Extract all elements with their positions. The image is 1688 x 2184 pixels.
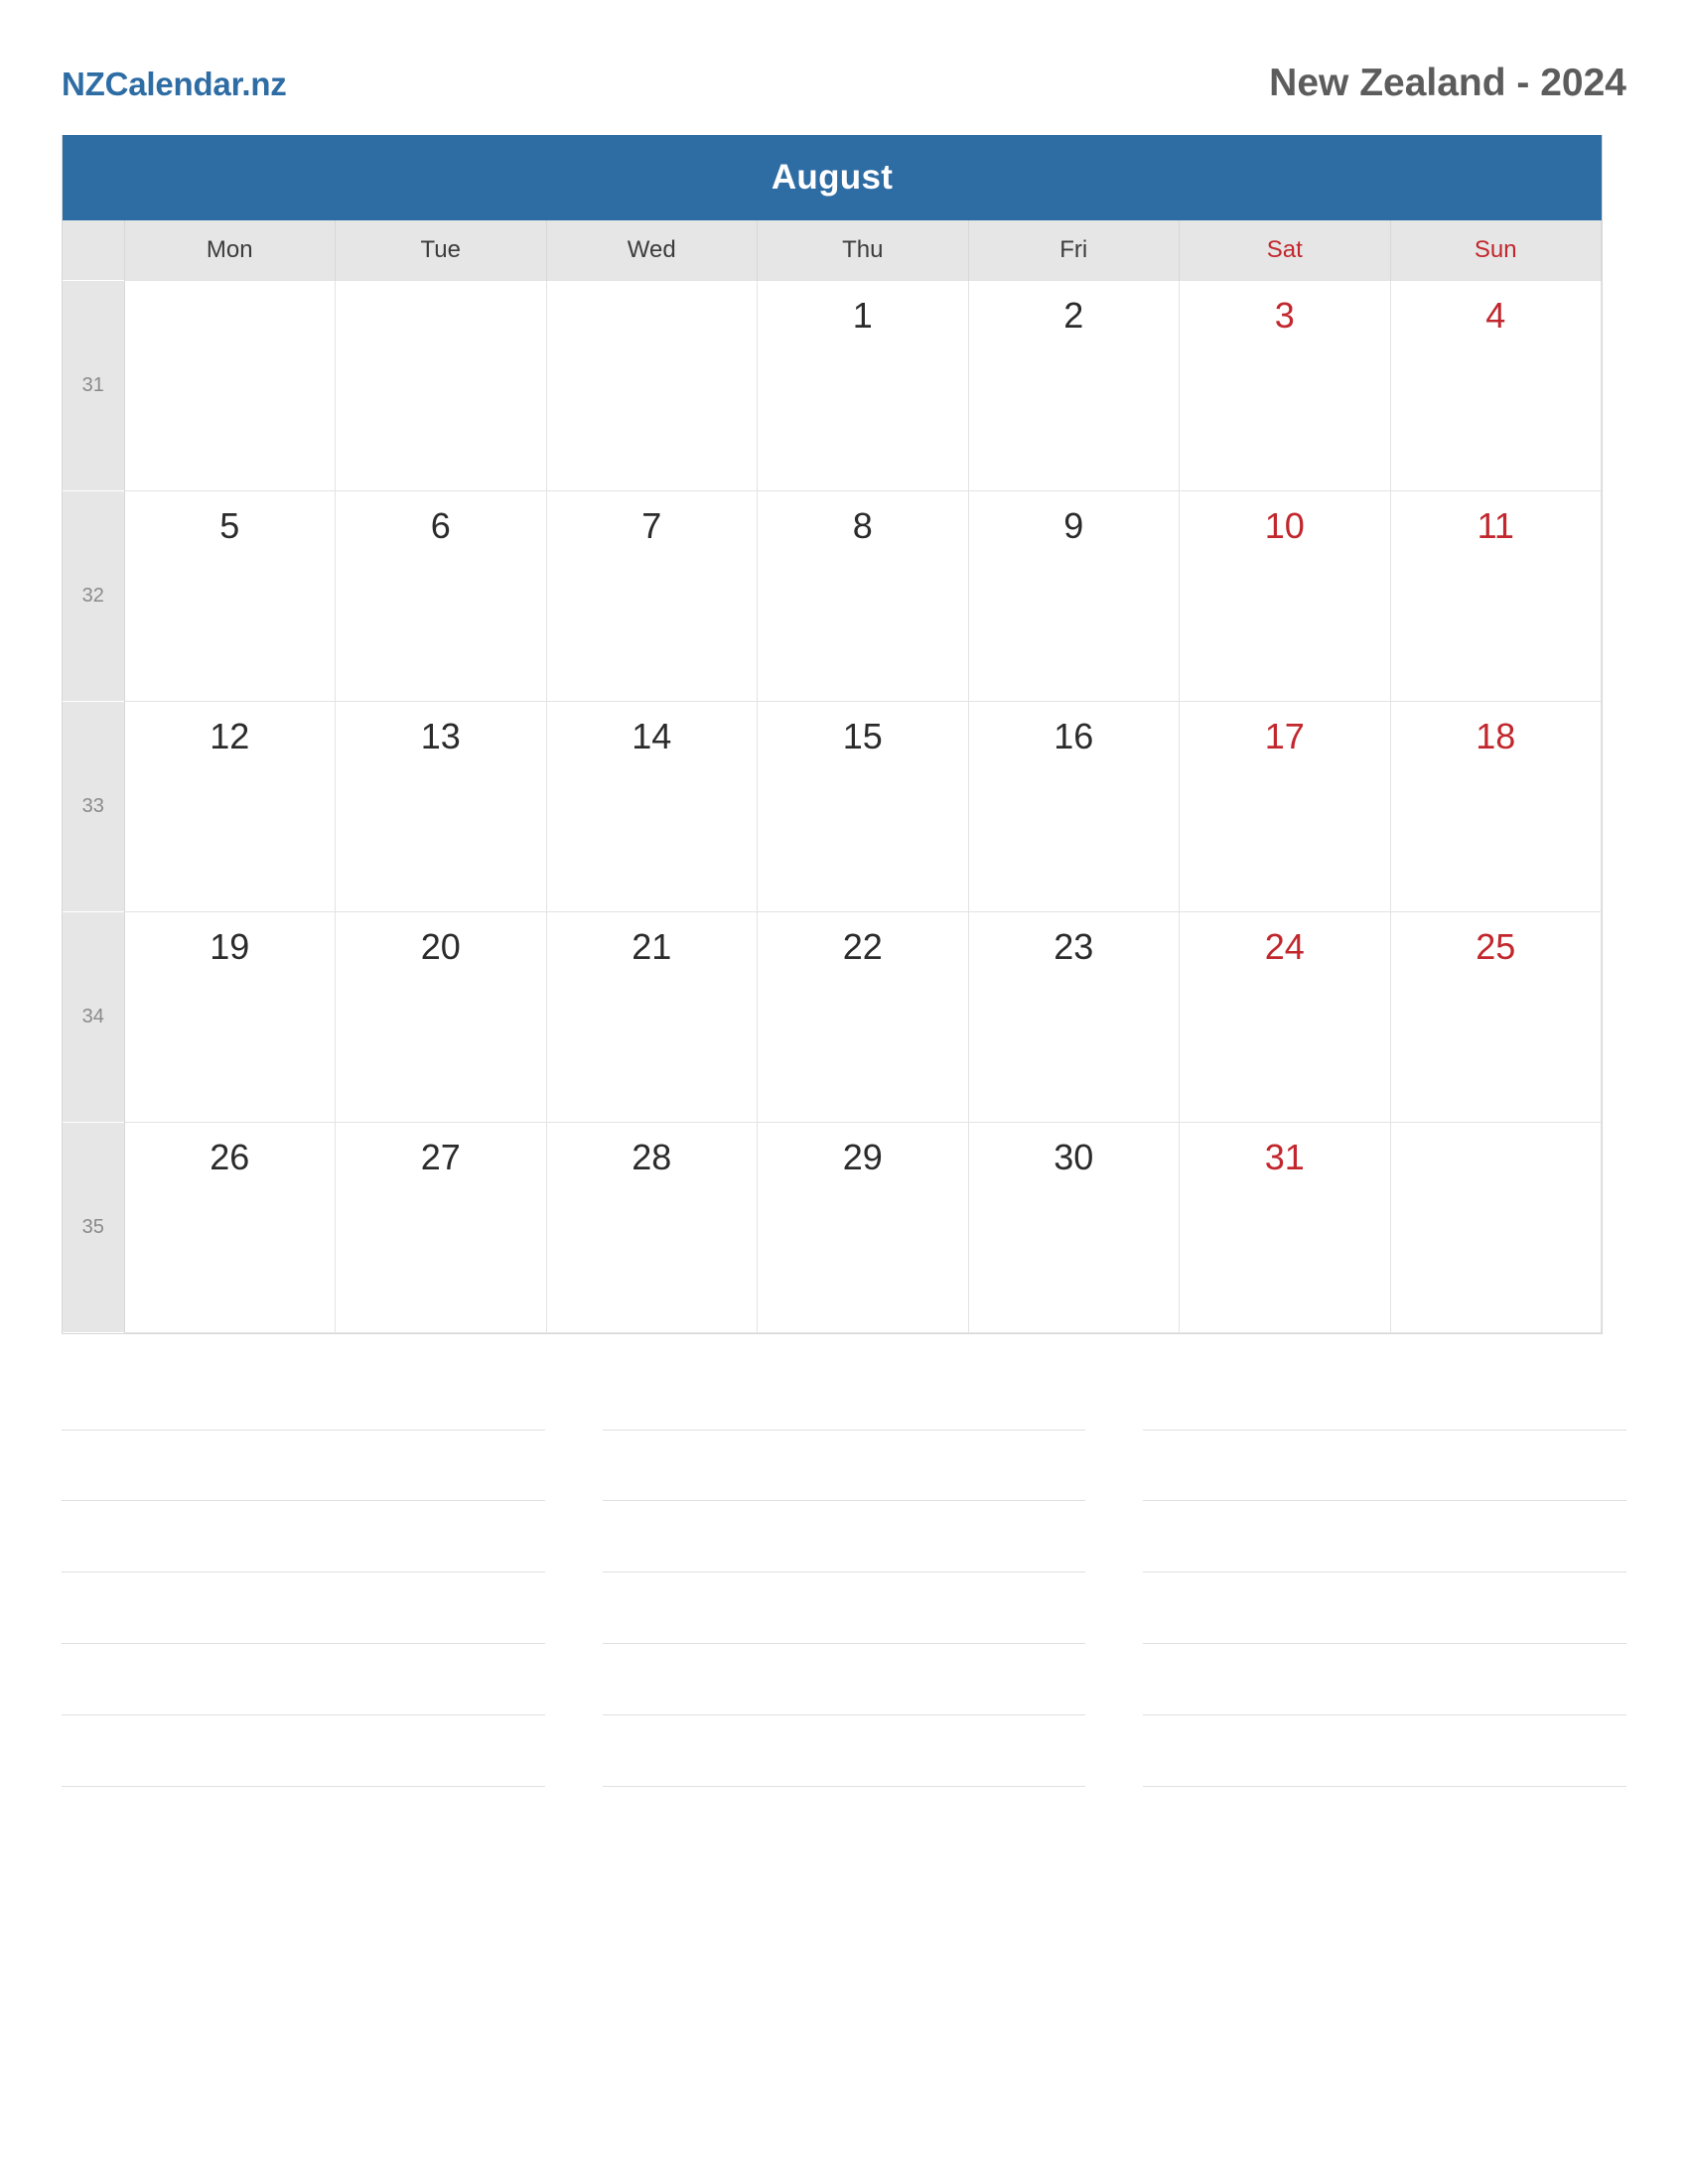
day-cell[interactable]: 12 (124, 701, 336, 911)
day-cell[interactable]: 1 (758, 280, 969, 490)
day-cell[interactable]: 22 (758, 911, 969, 1122)
note-line[interactable] (1143, 1644, 1626, 1715)
week-number: 34 (63, 911, 124, 1122)
week-number: 32 (63, 490, 124, 701)
weekday-header-fri: Fri (968, 220, 1180, 280)
week-number: 33 (63, 701, 124, 911)
note-line[interactable] (603, 1430, 1086, 1501)
calendar-week-row (63, 911, 1602, 1122)
note-line[interactable] (603, 1572, 1086, 1644)
day-cell[interactable]: 5 (124, 490, 336, 701)
notes-area (62, 1430, 1626, 1787)
day-cell[interactable]: 19 (124, 911, 336, 1122)
day-cell[interactable]: 18 (1390, 701, 1602, 911)
day-cell[interactable]: 8 (758, 490, 969, 701)
day-cell[interactable] (336, 280, 547, 490)
day-cell[interactable]: 3 (1180, 280, 1391, 490)
note-line[interactable] (603, 1715, 1086, 1787)
note-line[interactable] (62, 1644, 545, 1715)
month-title: August (63, 135, 1602, 220)
day-cell[interactable]: 27 (336, 1122, 547, 1332)
day-cell[interactable] (546, 280, 758, 490)
weekday-header-sat: Sat (1180, 220, 1391, 280)
calendar-week-row (63, 701, 1602, 911)
day-cell[interactable] (124, 280, 336, 490)
day-cell[interactable]: 17 (1180, 701, 1391, 911)
day-cell[interactable]: 31 (1180, 1122, 1391, 1332)
notes-column (62, 1430, 545, 1787)
day-cell[interactable]: 10 (1180, 490, 1391, 701)
note-line[interactable] (62, 1430, 545, 1501)
day-cell[interactable]: 25 (1390, 911, 1602, 1122)
site-brand[interactable]: NZCalendar.nz (62, 66, 287, 102)
calendar-container (62, 135, 1603, 1334)
day-cell[interactable]: 24 (1180, 911, 1391, 1122)
day-cell[interactable]: 20 (336, 911, 547, 1122)
note-line[interactable] (1143, 1715, 1626, 1787)
note-line[interactable] (1143, 1572, 1626, 1644)
day-cell[interactable]: 28 (546, 1122, 758, 1332)
week-number: 31 (63, 280, 124, 490)
day-cell[interactable]: 2 (968, 280, 1180, 490)
note-line[interactable] (62, 1715, 545, 1787)
note-line[interactable] (1143, 1430, 1626, 1501)
day-cell[interactable]: 7 (546, 490, 758, 701)
notes-column (603, 1430, 1086, 1787)
day-cell[interactable]: 23 (968, 911, 1180, 1122)
note-line[interactable] (603, 1644, 1086, 1715)
weekday-header-tue: Tue (336, 220, 547, 280)
day-cell[interactable]: 4 (1390, 280, 1602, 490)
day-cell[interactable] (1390, 1122, 1602, 1332)
note-line[interactable] (1143, 1501, 1626, 1572)
day-cell[interactable]: 13 (336, 701, 547, 911)
day-cell[interactable]: 6 (336, 490, 547, 701)
calendar-week-row (63, 490, 1602, 701)
weekday-header-row (63, 220, 1602, 280)
day-cell[interactable]: 30 (968, 1122, 1180, 1332)
day-cell[interactable]: 15 (758, 701, 969, 911)
day-cell[interactable]: 11 (1390, 490, 1602, 701)
weekday-header-mon: Mon (124, 220, 336, 280)
note-line[interactable] (603, 1501, 1086, 1572)
note-line[interactable] (62, 1572, 545, 1644)
note-line[interactable] (62, 1501, 545, 1572)
page-header (62, 0, 1626, 115)
day-cell[interactable]: 21 (546, 911, 758, 1122)
day-cell[interactable]: 9 (968, 490, 1180, 701)
weekday-header-wed: Wed (546, 220, 758, 280)
day-cell[interactable]: 16 (968, 701, 1180, 911)
calendar-week-row (63, 280, 1602, 490)
day-cell[interactable]: 29 (758, 1122, 969, 1332)
calendar-table (63, 220, 1602, 1333)
calendar-week-row (63, 1122, 1602, 1332)
week-number-corner (63, 220, 124, 280)
day-cell[interactable]: 14 (546, 701, 758, 911)
weekday-header-sun: Sun (1390, 220, 1602, 280)
page-title: New Zealand - 2024 (1269, 62, 1626, 104)
day-cell[interactable]: 26 (124, 1122, 336, 1332)
notes-column (1143, 1430, 1626, 1787)
week-number: 35 (63, 1122, 124, 1332)
weekday-header-thu: Thu (758, 220, 969, 280)
